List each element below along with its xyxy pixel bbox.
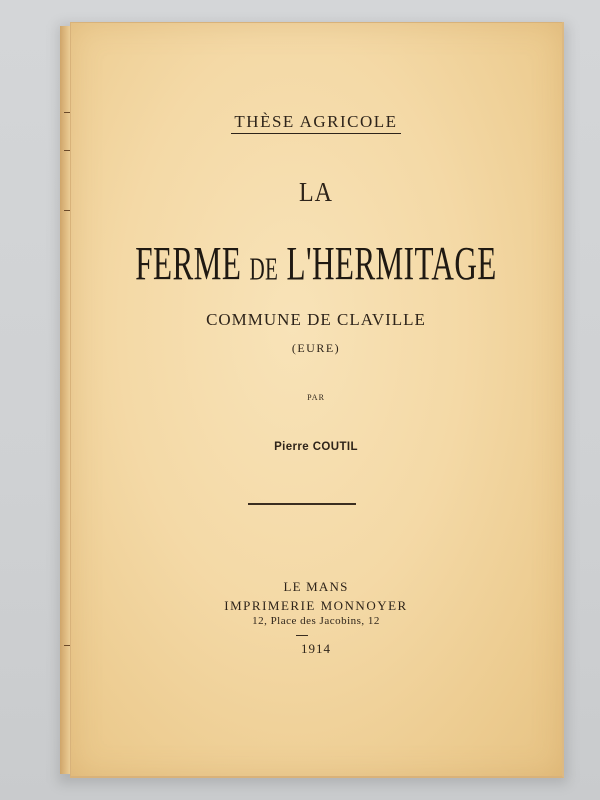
printer-name: IMPRIMERIE MONNOYER: [224, 598, 408, 613]
department: (EURE): [291, 341, 341, 355]
year-rule: [296, 635, 308, 636]
publication-year: 1914: [301, 641, 331, 656]
main-title: [124, 236, 508, 291]
by-label: PAR: [307, 393, 325, 402]
title-article: LA: [299, 177, 333, 208]
divider-rule: [248, 503, 356, 505]
printer-address: 12, Place des Jacobins, 12: [252, 615, 380, 627]
publisher-city: LE MANS: [283, 579, 349, 594]
title-word-ferme: FERME: [135, 237, 242, 291]
title-word-hermitage: L'HERMITAGE: [286, 237, 497, 291]
commune-subtitle: COMMUNE DE CLAVILLE: [206, 310, 426, 329]
series-title: THÈSE AGRICOLE: [70, 112, 562, 134]
author-name: Pierre COUTIL: [274, 441, 358, 453]
title-word-de: DE: [249, 251, 279, 287]
